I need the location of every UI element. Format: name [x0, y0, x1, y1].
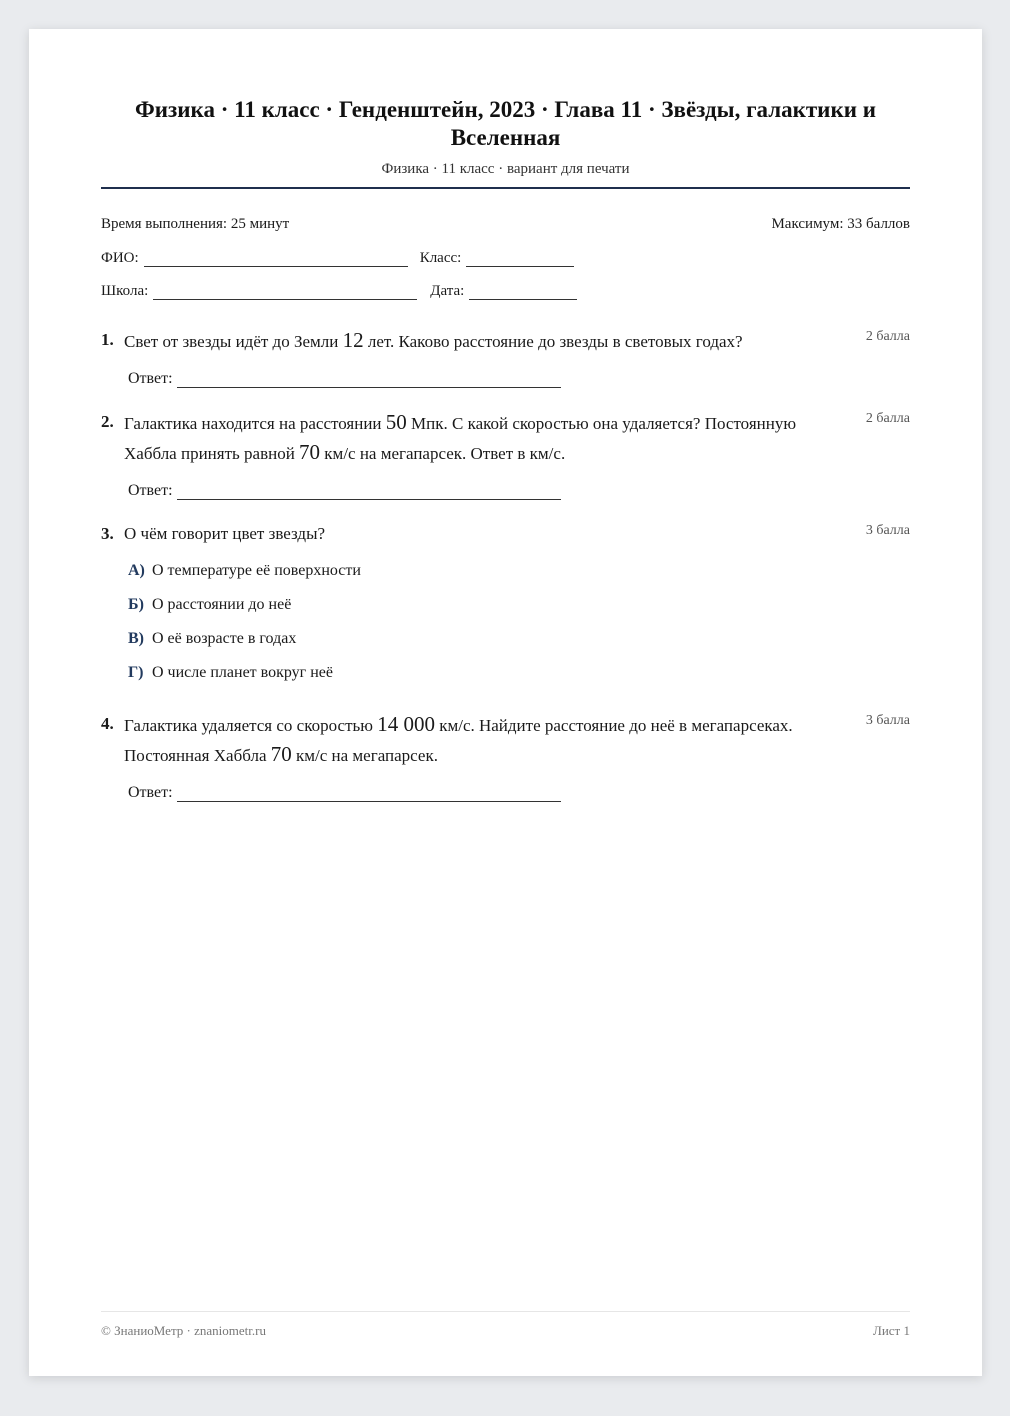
question-points: 2 балла — [865, 329, 910, 344]
option-text: О числе планет вокруг неё — [152, 664, 333, 681]
question-text: Галактика удаляется со скоростью 14 000 км/с. Найдите расстояние до неё в мегапарсеках. Постоянная Хаббла 70 км/с на мегапарсек. — [124, 712, 793, 766]
option-letter: А) — [128, 562, 145, 579]
option-d[interactable] — [128, 656, 910, 690]
question-number: 1. — [101, 330, 114, 349]
question-text: Галактика находится на расстоянии 50 Мпк. С какой скоростью она удаляется? Постоянную Хаббла принять равной 70 км/с на мегапарсек. Ответ в км/с. — [124, 410, 797, 464]
fio-class-row — [101, 247, 910, 267]
option-letter: В) — [128, 630, 144, 647]
question-text: Свет от звезды идёт до Земли 12 лет. Каково расстояние до звезды в световых годах? — [124, 328, 743, 352]
page-subtitle: Физика · 11 класс · вариант для печати — [381, 161, 630, 177]
answer-row — [128, 476, 910, 500]
time-limit: Время выполнения: 25 минут — [101, 216, 290, 232]
option-a[interactable] — [128, 554, 910, 588]
answer-field[interactable] — [177, 785, 561, 802]
footer-page-number: Лист 1 — [873, 1323, 910, 1338]
question-number: 3. — [101, 524, 114, 543]
option-text: О температуре её поверхности — [152, 562, 361, 579]
worksheet-page — [29, 29, 982, 1376]
page-footer — [101, 1311, 910, 1339]
worksheet-content — [101, 29, 910, 802]
question-points: 3 балла — [865, 523, 910, 538]
answer-row — [128, 778, 910, 802]
question-points: 3 балла — [865, 713, 910, 728]
meta-row — [101, 214, 910, 234]
class-field[interactable] — [466, 251, 574, 267]
question-4 — [101, 710, 910, 802]
question-3 — [101, 520, 910, 690]
option-c[interactable] — [128, 622, 910, 656]
fio-field[interactable] — [144, 251, 408, 267]
option-b[interactable] — [128, 588, 910, 622]
option-text: О расстоянии до неё — [152, 596, 292, 613]
answer-label: Ответ: — [128, 784, 173, 801]
max-score: Максимум: 33 баллов — [771, 216, 910, 232]
header-divider — [101, 187, 910, 189]
question-text: О чём говорит цвет звезды? — [124, 524, 326, 543]
option-letter: Б) — [128, 596, 144, 613]
fio-label: ФИО: — [101, 250, 139, 266]
question-number: 4. — [101, 714, 114, 733]
date-label: Дата: — [430, 283, 465, 299]
page-title: Физика · 11 класс · Генденштейн, 2023 · Глава 11 · Звёзды, галактики и Вселенная — [135, 97, 876, 150]
answer-field[interactable] — [177, 371, 561, 388]
option-letter: Г) — [128, 664, 144, 681]
class-label: Класс: — [419, 250, 462, 266]
answer-row — [128, 364, 910, 388]
option-text: О её возрасте в годах — [152, 630, 297, 647]
question-2 — [101, 408, 910, 500]
question-number: 2. — [101, 412, 114, 431]
footer-copyright: © ЗнаниоМетр · znaniometr.ru — [101, 1323, 266, 1338]
answer-label: Ответ: — [128, 370, 173, 387]
question-points: 2 балла — [865, 411, 910, 426]
question-1 — [101, 326, 910, 388]
school-label: Школа: — [101, 283, 149, 299]
answer-label: Ответ: — [128, 482, 173, 499]
school-field[interactable] — [153, 284, 417, 300]
school-date-row — [101, 280, 910, 300]
answer-options — [128, 554, 910, 690]
date-field[interactable] — [469, 284, 577, 300]
answer-field[interactable] — [177, 483, 561, 500]
